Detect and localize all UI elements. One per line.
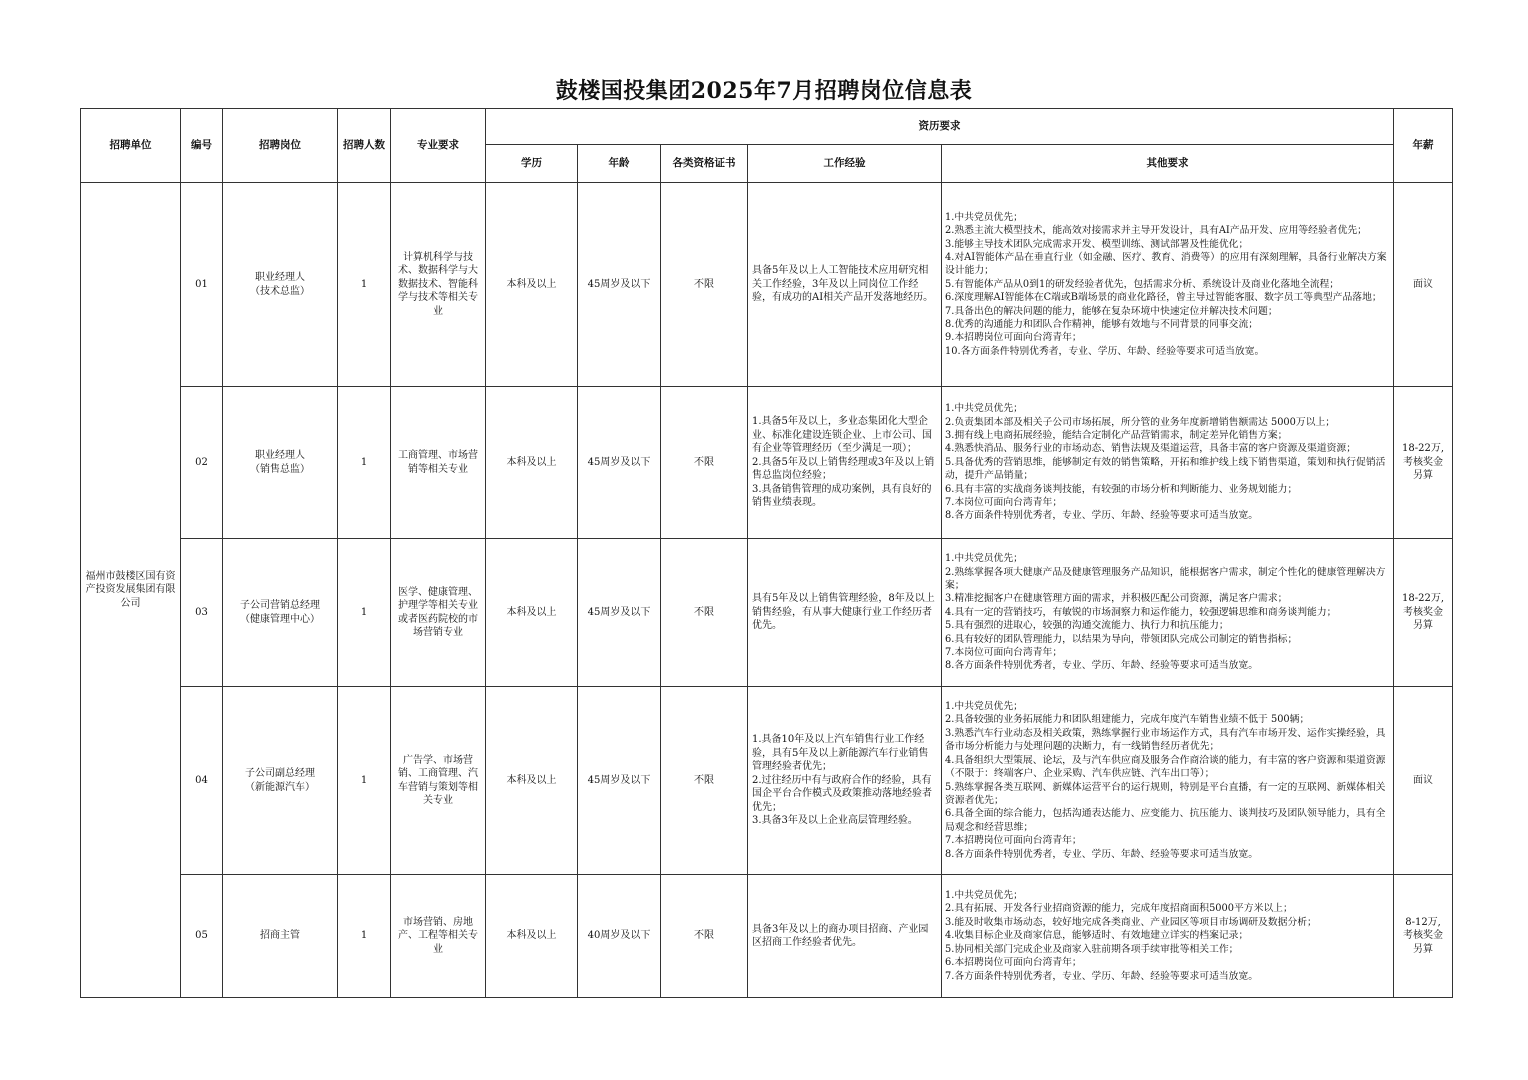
age-cell: 45周岁及以下 <box>578 387 661 539</box>
other-cell <box>942 183 1394 387</box>
other-cell-line: 3.能及时收集市场动态，较好地完成各类商业、产业园区等项目市场调研及数据分析； <box>945 916 1317 928</box>
other-cell-line: 1.中共党员优先； <box>945 403 1023 415</box>
other-cell-line: 2.熟练掌握各项大健康产品及健康管理服务产品知识，能根据客户需求，制定个性化的健康管理解决方案； <box>945 566 1386 591</box>
other-cell-line: 6.具备全面的综合能力，包括沟通表达能力、应变能力、抗压能力、谈判技巧及团队领导能力，具有全局观念和经营思维； <box>945 808 1386 833</box>
salary-cell-line: 18-22万, <box>1402 593 1445 605</box>
table-body <box>81 183 1453 998</box>
education-cell: 本科及以上 <box>486 539 578 687</box>
other-cell-line: 8.各方面条件特别优秀者，专业、学历、年龄、经验等要求可适当放宽。 <box>945 510 1259 522</box>
salary-cell <box>1394 539 1453 687</box>
header-row-1 <box>81 109 1453 145</box>
experience-cell <box>748 687 942 875</box>
table-row <box>81 387 1453 539</box>
position-cell <box>223 687 338 875</box>
salary-cell <box>1394 687 1453 875</box>
salary-cell-line: 考核奖金 <box>1403 930 1444 942</box>
other-cell-line: 5.熟练掌握各类互联网、新媒体运营平台的运行规则，特别是平台直播，有一定的互联网、新媒体相关资源者优先； <box>945 781 1386 806</box>
header-education: 学历 <box>486 145 578 183</box>
position-cell-line: 子公司副总经理 <box>245 768 315 779</box>
position-cell-line: （销售总监） <box>250 463 310 475</box>
other-cell-line: 1.中共党员优先； <box>945 701 1023 713</box>
other-cell-line: 1.中共党员优先； <box>945 553 1023 565</box>
other-cell-line: 8.优秀的沟通能力和团队合作精神，能够有效地与不同背景的同事交流； <box>945 319 1259 331</box>
education-cell: 本科及以上 <box>486 183 578 387</box>
certificate-cell: 不限 <box>661 687 748 875</box>
experience-cell-line: 3.具备3年及以上企业高层管理经验。 <box>752 815 918 827</box>
count-cell: 1 <box>338 875 391 998</box>
other-cell-line: 4.具有一定的营销技巧，有敏锐的市场洞察力和运作能力，较强逻辑思维和商务谈判能力； <box>945 606 1337 618</box>
other-cell-line: 7.具备出色的解决问题的能力，能够在复杂环境中快速定位并解决技术问题； <box>945 305 1278 317</box>
position-cell <box>223 183 338 387</box>
salary-cell-line: 另算 <box>1413 620 1434 632</box>
position-cell-line: 职业经理人 <box>255 272 305 283</box>
certificate-cell: 不限 <box>661 183 748 387</box>
header-other: 其他要求 <box>942 145 1394 183</box>
other-cell-line: 1.中共党员优先； <box>945 890 1023 902</box>
header-certificate: 各类资格证书 <box>661 145 748 183</box>
header-experience: 工作经验 <box>748 145 942 183</box>
experience-cell <box>748 387 942 539</box>
major-cell: 广告学、市场营销、工商管理、汽车营销与策划等相关专业 <box>391 687 486 875</box>
age-cell: 45周岁及以下 <box>578 687 661 875</box>
position-cell <box>223 387 338 539</box>
age-cell: 45周岁及以下 <box>578 539 661 687</box>
number-cell: 04 <box>181 687 223 875</box>
salary-cell-line: 考核奖金 <box>1403 606 1444 618</box>
table-row <box>81 687 1453 875</box>
salary-cell <box>1394 387 1453 539</box>
major-cell: 医学、健康管理、护理学等相关专业或者医药院校的市场营销专业 <box>391 539 486 687</box>
header-qualification: 资历要求 <box>486 109 1394 145</box>
recruitment-table <box>80 108 1453 998</box>
other-cell-line: 6.本招聘岗位可面向台湾青年； <box>945 957 1082 969</box>
other-cell-line: 6.具有较好的团队管理能力，以结果为导向，带领团队完成公司制定的销售指标； <box>945 633 1298 645</box>
position-cell-line: （健康管理中心） <box>240 613 320 625</box>
other-cell-line: 5.具有强烈的进取心，较强的沟通交流能力、执行力和抗压能力； <box>945 620 1229 632</box>
header-count: 招聘人数 <box>338 109 391 183</box>
position-cell <box>223 539 338 687</box>
page-title: 鼓楼国投集团2025年7月招聘岗位信息表 <box>555 78 973 104</box>
experience-cell-line: 1.具备5年及以上，多业态集团化大型企业、标准化建设连锁企业、上市公司、国有企业等管理经历（至少满足一项）； <box>752 416 932 455</box>
salary-cell-line: 另算 <box>1413 943 1434 955</box>
other-cell-line: 7.本岗位可面向台湾青年； <box>945 497 1063 509</box>
other-cell-line: 5.具备优秀的营销思维，能够制定有效的销售策略，开拓和维护线上线下销售渠道，策划和执行促销活动，提升产品销量； <box>945 456 1386 482</box>
unit-cell: 福州市鼓楼区国有资产投资发展集团有限公司 <box>81 183 181 998</box>
position-cell <box>223 875 338 998</box>
table-row <box>81 539 1453 687</box>
other-cell-line: 7.本招聘岗位可面向台湾青年； <box>945 835 1082 847</box>
experience-cell-line: 2.过往经历中有与政府合作的经验，具有国企平台合作模式及政策推动落地经验者优先； <box>752 774 932 813</box>
experience-cell <box>748 539 942 687</box>
position-cell-line: （新能源汽车） <box>245 781 315 793</box>
other-cell-line: 4.对AI智能体产品在垂直行业（如金融、医疗、教育、消费等）的应用有深刻理解，具备行业解决方案设计能力； <box>945 251 1387 277</box>
number-cell: 05 <box>181 875 223 998</box>
count-cell: 1 <box>338 687 391 875</box>
major-cell: 市场营销、房地产、工程等相关专业 <box>391 875 486 998</box>
other-cell-line: 8.各方面条件特别优秀者，专业、学历、年龄、经验等要求可适当放宽。 <box>945 660 1259 672</box>
other-cell-line: 3.精准挖掘客户在健康管理方面的需求，并积极匹配公司资源，满足客户需求； <box>945 593 1288 605</box>
other-cell <box>942 687 1394 875</box>
other-cell-line: 7.各方面条件特别优秀者，专业、学历、年龄、经验等要求可适当放宽。 <box>945 970 1259 982</box>
position-cell-line: 职业经理人 <box>255 450 305 461</box>
other-cell-line: 8.各方面条件特别优秀者，专业、学历、年龄、经验等要求可适当放宽。 <box>945 848 1259 860</box>
other-cell-line: 3.能够主导技术团队完成需求开发、模型训练、测试部署及性能优化； <box>945 238 1249 250</box>
other-cell-line: 2.具备较强的业务拓展能力和团队组建能力，完成年度汽车销售业绩不低于 500辆； <box>945 714 1310 726</box>
other-cell-line: 3.拥有线上电商拓展经验，能结合定制化产品营销需求，制定差异化销售方案； <box>945 429 1288 441</box>
experience-cell-line: 3.具备销售管理的成功案例，具有良好的销售业绩表现。 <box>752 483 932 509</box>
age-cell: 40周岁及以下 <box>578 875 661 998</box>
certificate-cell: 不限 <box>661 387 748 539</box>
education-cell: 本科及以上 <box>486 875 578 998</box>
other-cell-line: 4.收集目标企业及商家信息，能够适时、有效地建立详实的档案记录； <box>945 930 1249 942</box>
experience-cell <box>748 183 942 387</box>
certificate-cell: 不限 <box>661 539 748 687</box>
other-cell <box>942 387 1394 539</box>
experience-cell-line: 1.具备10年及以上汽车销售行业工作经验，具有5年及以上新能源汽车行业销售管理经验者优先； <box>752 734 929 773</box>
education-cell: 本科及以上 <box>486 387 578 539</box>
experience-cell-line: 2.具备5年及以上销售经理或3年及以上销售总监岗位经验； <box>752 456 935 482</box>
experience-cell-line: 具有5年及以上销售管理经验，8年及以上销售经验，有从事大健康行业工作经历者优先。 <box>752 593 935 632</box>
salary-cell-line: 考核奖金 <box>1403 456 1444 468</box>
age-cell: 45周岁及以下 <box>578 183 661 387</box>
other-cell-line: 2.具有拓展、开发各行业招商资源的能力，完成年度招商面积5000平方米以上； <box>945 903 1293 915</box>
other-cell-line: 2.负责集团本部及相关子公司市场拓展，所分管的业务年度新增销售额需达 5000万以上； <box>945 416 1336 428</box>
other-cell-line: 2.熟悉主流大模型技术，能高效对接需求并主导开发设计，具有AI产品开发、应用等经验者优先； <box>945 225 1367 237</box>
salary-cell-line: 面议 <box>1413 278 1434 290</box>
other-cell <box>942 875 1394 998</box>
major-cell: 计算机科学与技术、数据科学与大数据技术、智能科学与技术等相关专业 <box>391 183 486 387</box>
other-cell-line: 5.协同相关部门完成企业及商家入驻前期各项手续审批等相关工作； <box>945 943 1239 955</box>
other-cell-line: 7.本岗位可面向台湾青年； <box>945 647 1063 659</box>
salary-cell <box>1394 183 1453 387</box>
salary-cell-line: 8-12万, <box>1405 916 1441 928</box>
other-cell-line: 6.深度理解AI智能体在C端或B端场景的商业化路径，曾主导过智能客服、数字员工等典型产品落地； <box>945 292 1382 304</box>
other-cell-line: 6.具有丰富的实战商务谈判技能，有较强的市场分析和判断能力、业务规划能力； <box>945 483 1298 495</box>
table-row <box>81 183 1453 387</box>
salary-cell-line: 另算 <box>1413 470 1434 482</box>
experience-cell-line: 具备5年及以上人工智能技术应用研究相关工作经验，3年及以上同岗位工作经验，有成功的AI相关产品开发落地经历。 <box>752 265 934 304</box>
count-cell: 1 <box>338 183 391 387</box>
position-cell-line: （技术总监） <box>250 285 310 297</box>
other-cell-line: 3.熟悉汽车行业动态及相关政策，熟练掌握行业市场运作方式，具有汽车市场开发、运作实操经验，具备市场分析能力与处理问题的决断力，有一线销售经历者优先； <box>945 727 1386 753</box>
position-cell-line: 子公司营销总经理 <box>240 600 320 611</box>
position-cell-line: 招商主管 <box>260 930 300 942</box>
number-cell: 02 <box>181 387 223 539</box>
certificate-cell: 不限 <box>661 875 748 998</box>
other-cell-line: 4.具备组织大型策展、论坛，及与汽车供应商及服务合作商洽谈的能力，有丰富的客户资源和渠道资源（不限于：终端客户、企业采购、汽车供应链、汽车出口等）； <box>945 754 1386 780</box>
experience-cell-line: 具备3年及以上的商办项目招商、产业园区招商工作经验者优先。 <box>752 923 929 948</box>
header-salary: 年薪 <box>1394 109 1453 183</box>
header-age: 年龄 <box>578 145 661 183</box>
count-cell: 1 <box>338 539 391 687</box>
number-cell: 03 <box>181 539 223 687</box>
number-cell: 01 <box>181 183 223 387</box>
other-cell-line: 10.各方面条件特别优秀者，专业、学历、年龄、经验等要求可适当放宽。 <box>945 345 1265 357</box>
other-cell-line: 4.熟悉快消品、服务行业的市场动态、销售法规及渠道运营，具备丰富的客户资源及渠道资源； <box>945 443 1357 455</box>
other-cell-line: 1.中共党员优先； <box>945 211 1023 223</box>
major-cell: 工商管理、市场营销等相关专业 <box>391 387 486 539</box>
experience-cell <box>748 875 942 998</box>
header-major: 专业要求 <box>391 109 486 183</box>
salary-cell-line: 面议 <box>1413 774 1434 786</box>
header-number: 编号 <box>181 109 223 183</box>
other-cell <box>942 539 1394 687</box>
count-cell: 1 <box>338 387 391 539</box>
other-cell-line: 9.本招聘岗位可面向台湾青年； <box>945 332 1082 344</box>
other-cell-line: 5.有智能体产品从0到1的研发经验者优先，包括需求分析、系统设计及商业化落地全流程； <box>945 278 1340 290</box>
salary-cell <box>1394 875 1453 998</box>
header-unit: 招聘单位 <box>81 109 181 183</box>
header-position: 招聘岗位 <box>223 109 338 183</box>
salary-cell-line: 18-22万, <box>1402 443 1445 455</box>
education-cell: 本科及以上 <box>486 687 578 875</box>
table-row <box>81 875 1453 998</box>
